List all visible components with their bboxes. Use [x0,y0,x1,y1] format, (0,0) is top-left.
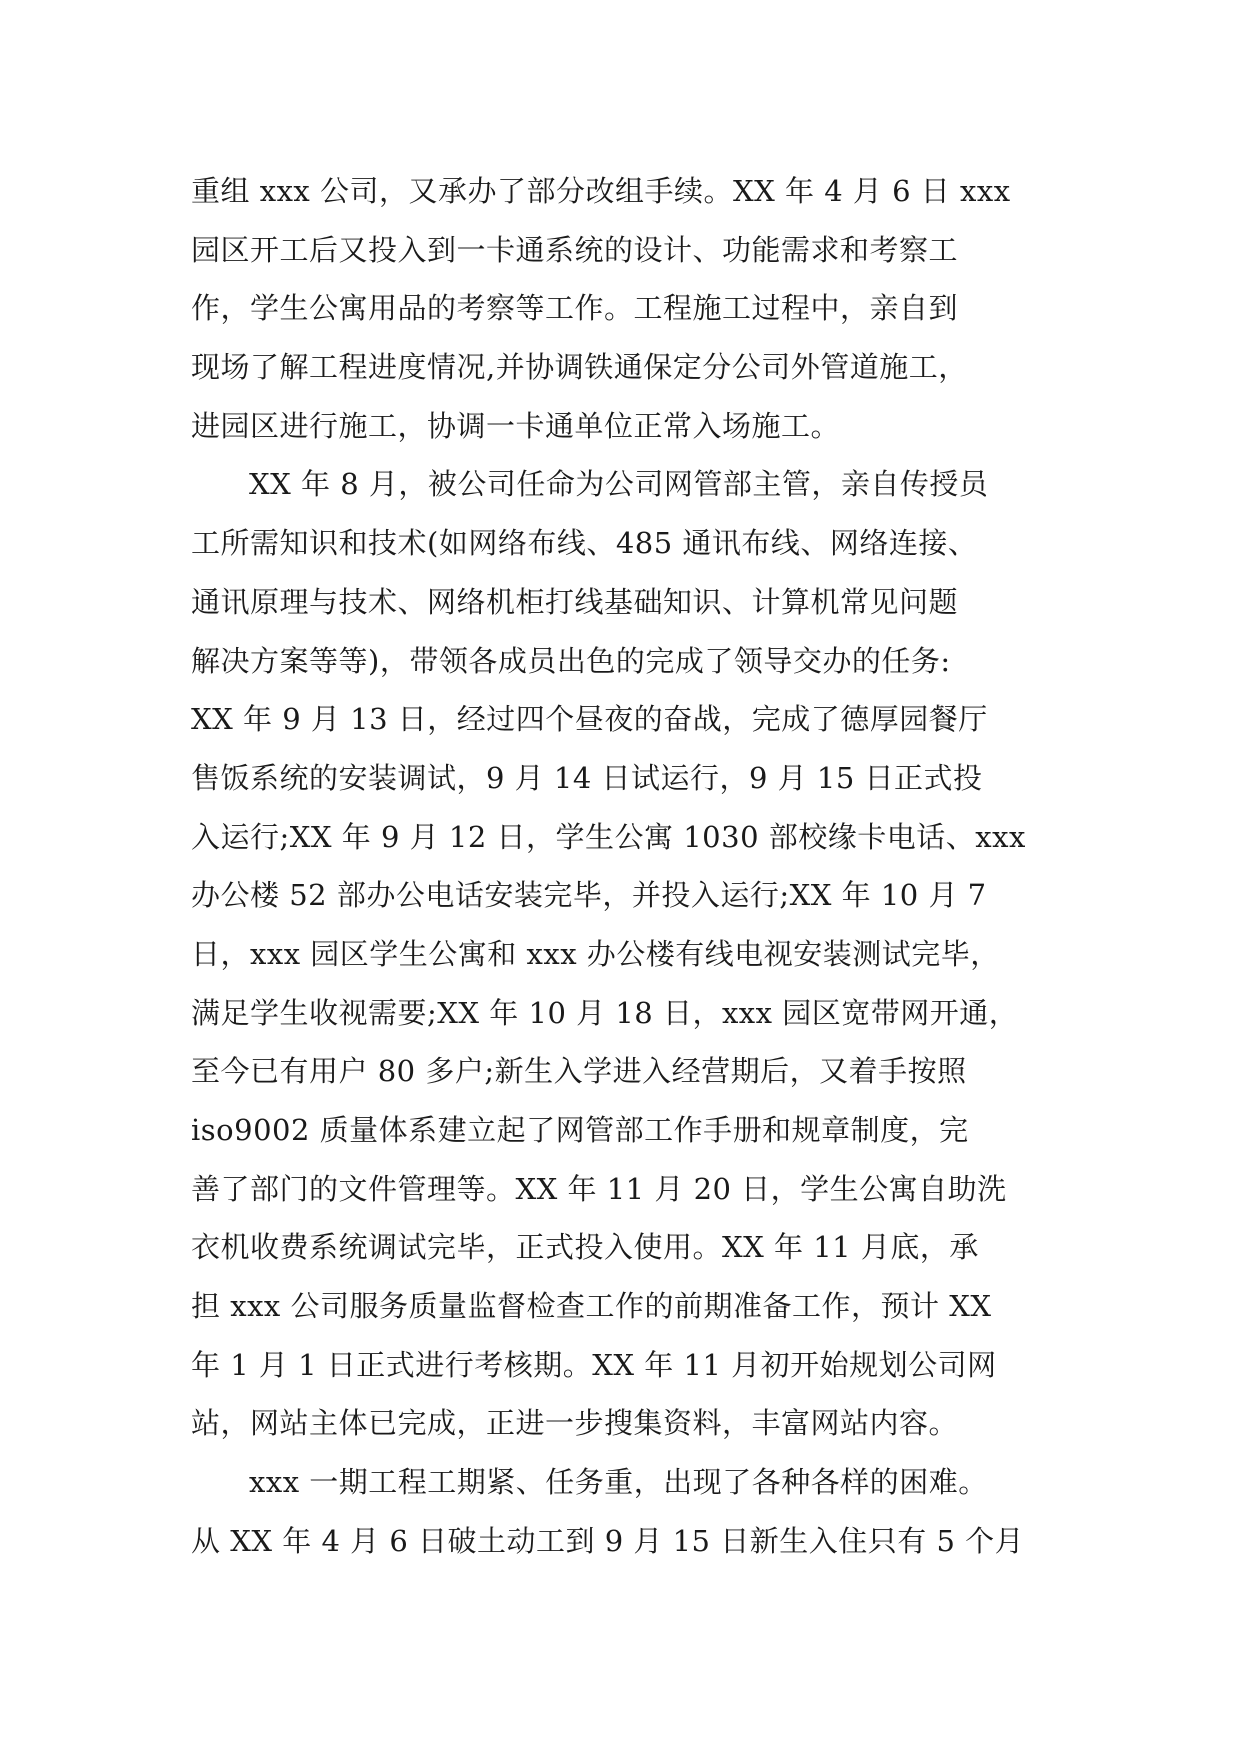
paragraph-first-line: XX 年 8 月，被公司任命为公司网管部主管，亲自传授员 [249,467,989,502]
text-line: 办公楼 52 部办公电话安装完毕，并投入运行;XX 年 10 月 7 [191,878,987,913]
text-line: 善了部门的文件管理等。XX 年 11 月 20 日，学生公寓自助洗 [191,1171,1007,1206]
text-line: 至今已有用户 80 多户;新生入学进入经营期后，又着手按照 [191,1054,967,1089]
text-line: 通讯原理与技术、网络机柜打线基础知识、计算机常见问题 [191,584,959,619]
document-body [191,162,1071,1571]
text-line: 园区开工后又投入到一卡通系统的设计、功能需求和考察工 [191,232,959,267]
paragraph-first-line: xxx 一期工程工期紧、任务重，出现了各种各样的困难。 [249,1465,988,1500]
text-line: 从 XX 年 4 月 6 日破土动工到 9 月 15 日新生入住只有 5 个月 [191,1523,1025,1558]
text-line: 担 xxx 公司服务质量监督检查工作的前期准备工作，预计 XX [191,1289,992,1324]
text-line: 售饭系统的安装调试，9 月 14 日试运行，9 月 15 日正式投 [191,760,983,795]
text-line: 现场了解工程进度情况,并协调铁通保定分公司外管道施工， [191,350,968,385]
text-line: 重组 xxx 公司，又承办了部分改组手续。XX 年 4 月 6 日 xxx [191,174,1011,208]
text-line: 年 1 月 1 日正式进行考核期。XX 年 11 月初开始规划公司网 [191,1347,997,1382]
text-line: 满足学生收视需要;XX 年 10 月 18 日，xxx 园区宽带网开通， [191,995,1019,1030]
text-line: 进园区进行施工，协调一卡通单位正常入场施工。 [191,408,841,443]
text-line: 解决方案等等)，带领各成员出色的完成了领导交办的任务: [191,643,951,678]
text-line: 工所需知识和技术(如网络布线、485 通讯布线、网络连接、 [191,526,978,561]
text-line: 作，学生公寓用品的考察等工作。工程施工过程中，亲自到 [191,291,959,326]
text-line: XX 年 9 月 13 日，经过四个昼夜的奋战，完成了德厚园餐厅 [191,702,988,737]
text-line: 衣机收费系统调试完毕，正式投入使用。XX 年 11 月底，承 [191,1230,979,1265]
text-line: 站，网站主体已完成，正进一步搜集资料，丰富网站内容。 [191,1406,959,1441]
text-line: iso9002 质量体系建立起了网管部工作手册和规章制度，完 [191,1113,969,1147]
text-line: 日，xxx 园区学生公寓和 xxx 办公楼有线电视安装测试完毕， [191,936,1000,971]
text-line: 入运行;XX 年 9 月 12 日，学生公寓 1030 部校缘卡电话、xxx [191,819,1026,854]
